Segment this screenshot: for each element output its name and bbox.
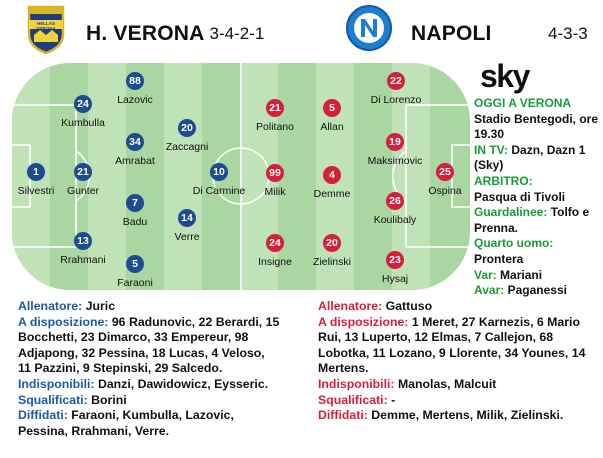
player-number: 34 xyxy=(126,133,144,151)
player-number: 21 xyxy=(266,99,284,117)
player-number: 22 xyxy=(387,72,405,90)
player-number: 5 xyxy=(323,99,341,117)
player-name: Hysaj xyxy=(381,273,409,285)
player-name: Milik xyxy=(264,186,286,198)
info-value: Mariani xyxy=(500,267,543,282)
sky-logo: sky xyxy=(480,58,529,94)
player-name: Lazovic xyxy=(117,94,153,106)
away-team-header xyxy=(411,14,492,54)
detail-value: 96 Radunovic, 22 Berardi, 15 Bocchetti, 23 Dimarco, 33 Empereur, 98 Adjapong, 32 Pessina, 18 Lucas, 4 Veloso, 11 Pazzini, 9 Stepinski, 29 Salcedo. xyxy=(18,314,280,376)
player-name: Kumbulla xyxy=(61,117,105,129)
player-name: Di Lorenzo xyxy=(370,94,422,106)
player-home-1 xyxy=(12,163,60,197)
player-number: 25 xyxy=(436,163,454,181)
player-number: 26 xyxy=(386,192,404,210)
info-label: IN TV: xyxy=(474,142,509,157)
player-number: 5 xyxy=(126,255,144,273)
home-team-header xyxy=(86,14,264,54)
player-number: 19 xyxy=(386,133,404,151)
detail-value: Gattuso xyxy=(385,299,433,313)
info-value: Prontera xyxy=(474,251,524,266)
info-tv xyxy=(474,143,600,174)
player-home-6 xyxy=(110,133,160,167)
player-away-10 xyxy=(370,251,420,285)
detail-value: Borini xyxy=(91,392,127,407)
player-number: 21 xyxy=(74,163,92,181)
player-name: Allan xyxy=(320,121,344,133)
crest-text: HELLAS VERONA xyxy=(36,21,56,31)
player-name: Politano xyxy=(256,121,294,133)
player-away-11 xyxy=(422,163,468,197)
player-name: Faraoni xyxy=(117,277,153,289)
info-linesmen xyxy=(474,205,600,236)
info-value: Paganessi xyxy=(507,283,567,298)
detail-label: Diffidati: xyxy=(318,408,368,423)
player-away-8 xyxy=(364,133,426,167)
player-name: Gunter xyxy=(66,185,100,197)
player-away-5 xyxy=(306,166,358,200)
player-away-2 xyxy=(248,99,302,133)
away-suspended xyxy=(318,393,594,409)
info-value: Pasqua di Tivoli xyxy=(474,189,566,204)
player-name: Di Carmine xyxy=(192,185,246,197)
detail-value: Demme, Mertens, Milik, Zielinski. xyxy=(371,408,564,423)
info-label: Guardalinee: xyxy=(474,205,548,220)
player-number: 4 xyxy=(323,166,341,184)
player-number: 10 xyxy=(210,163,228,181)
detail-label: Squalificati: xyxy=(318,392,388,407)
detail-value: 1 Meret, 27 Karnezis, 6 Mario Rui, 13 Luperto, 12 Elmas, 7 Callejon, 68 Lobotka, 11 Lozano, 9 Llorente, 34 Younes, 14 Mertens. xyxy=(318,314,586,376)
player-name: Ospina xyxy=(428,185,462,197)
away-coach xyxy=(318,299,594,315)
home-details xyxy=(18,299,280,439)
player-home-10 xyxy=(162,209,212,243)
home-unavailable xyxy=(18,377,280,393)
player-name: Silvestri xyxy=(17,185,55,197)
napoli-crest-icon xyxy=(345,4,393,52)
home-bench xyxy=(18,315,280,377)
detail-value: Juric xyxy=(85,299,116,313)
away-formation-box xyxy=(548,14,588,54)
home-formation: 3-4-2-1 xyxy=(209,24,265,43)
player-number: 88 xyxy=(126,72,144,90)
player-away-6 xyxy=(306,234,358,268)
player-number: 24 xyxy=(266,234,284,252)
home-coach xyxy=(18,299,280,315)
detail-value: Faraoni, Kumbulla, Lazovic, Pessina, Rrahmani, Verre. xyxy=(18,408,234,438)
info-value: Dazn, Dazn 1 (Sky) xyxy=(474,142,586,173)
player-number: 1 xyxy=(27,163,45,181)
home-team-name: H. VERONA xyxy=(86,22,205,45)
player-name: Maksimovic xyxy=(367,155,423,167)
player-home-8 xyxy=(110,255,160,289)
player-away-9 xyxy=(366,192,424,226)
detail-label: Diffidati: xyxy=(18,408,68,423)
info-venue xyxy=(474,96,600,143)
player-home-5 xyxy=(110,72,160,106)
away-details xyxy=(318,299,594,424)
player-number: 20 xyxy=(178,119,196,137)
player-away-3 xyxy=(250,234,300,268)
info-label: OGGI A VERONA xyxy=(474,96,572,110)
player-name: Insigne xyxy=(258,256,292,268)
away-formation: 4-3-3 xyxy=(548,24,588,43)
player-home-3 xyxy=(58,163,108,197)
match-info-panel xyxy=(474,96,600,299)
home-cautioned xyxy=(18,408,280,439)
home-suspended xyxy=(18,393,280,409)
detail-label: A disposizione: xyxy=(318,314,409,329)
info-label: Quarto uomo: xyxy=(474,236,554,251)
player-away-4 xyxy=(308,99,356,133)
player-number: 20 xyxy=(323,234,341,252)
detail-label: Squalificati: xyxy=(18,392,88,407)
player-home-7 xyxy=(110,194,160,228)
player-number: 13 xyxy=(74,232,92,250)
info-avar xyxy=(474,283,600,299)
away-unavailable xyxy=(318,377,594,393)
info-value: Stadio Bentegodi, ore 19.30 xyxy=(474,111,599,142)
player-name: Amrabat xyxy=(115,155,155,167)
away-bench xyxy=(318,315,594,377)
info-var xyxy=(474,268,600,284)
player-name: Badu xyxy=(122,216,148,228)
player-home-4 xyxy=(56,232,110,266)
player-number: 23 xyxy=(386,251,404,269)
verona-crest xyxy=(26,2,66,54)
player-home-11 xyxy=(192,163,246,197)
player-number: 7 xyxy=(126,194,144,212)
player-name: Rrahmani xyxy=(60,254,106,266)
away-team-name: NAPOLI xyxy=(411,22,492,45)
detail-label: Allenatore: xyxy=(318,299,383,313)
player-number: 24 xyxy=(74,95,92,113)
player-home-2 xyxy=(58,95,108,129)
player-name: Demme xyxy=(313,188,351,200)
info-referee xyxy=(474,174,600,205)
info-label: Avar: xyxy=(474,283,505,298)
detail-value: - xyxy=(391,392,396,407)
detail-value: Manolas, Malcuit xyxy=(397,376,497,391)
player-number: 99 xyxy=(266,164,284,182)
player-away-1 xyxy=(250,164,300,198)
player-home-9 xyxy=(160,119,214,153)
player-name: Koulibaly xyxy=(373,214,417,226)
detail-label: A disposizione: xyxy=(18,314,109,329)
info-label: ARBITRO: xyxy=(474,173,533,188)
player-name: Zaccagni xyxy=(165,141,209,153)
info-label: Var: xyxy=(474,267,497,282)
info-value: Tolfo e Prenna. xyxy=(474,205,590,235)
info-fourth-official xyxy=(474,236,600,267)
detail-label: Indisponibili: xyxy=(18,376,95,391)
player-name: Zielinski xyxy=(313,256,351,268)
player-number: 14 xyxy=(178,209,196,227)
football-pitch xyxy=(12,63,470,290)
detail-value: Danzi, Dawidowicz, Eysseric. xyxy=(97,376,269,391)
detail-label: Allenatore: xyxy=(18,299,83,313)
player-away-7 xyxy=(366,72,426,106)
player-name: Verre xyxy=(174,231,200,243)
detail-label: Indisponibili: xyxy=(318,376,395,391)
away-cautioned xyxy=(318,408,594,424)
